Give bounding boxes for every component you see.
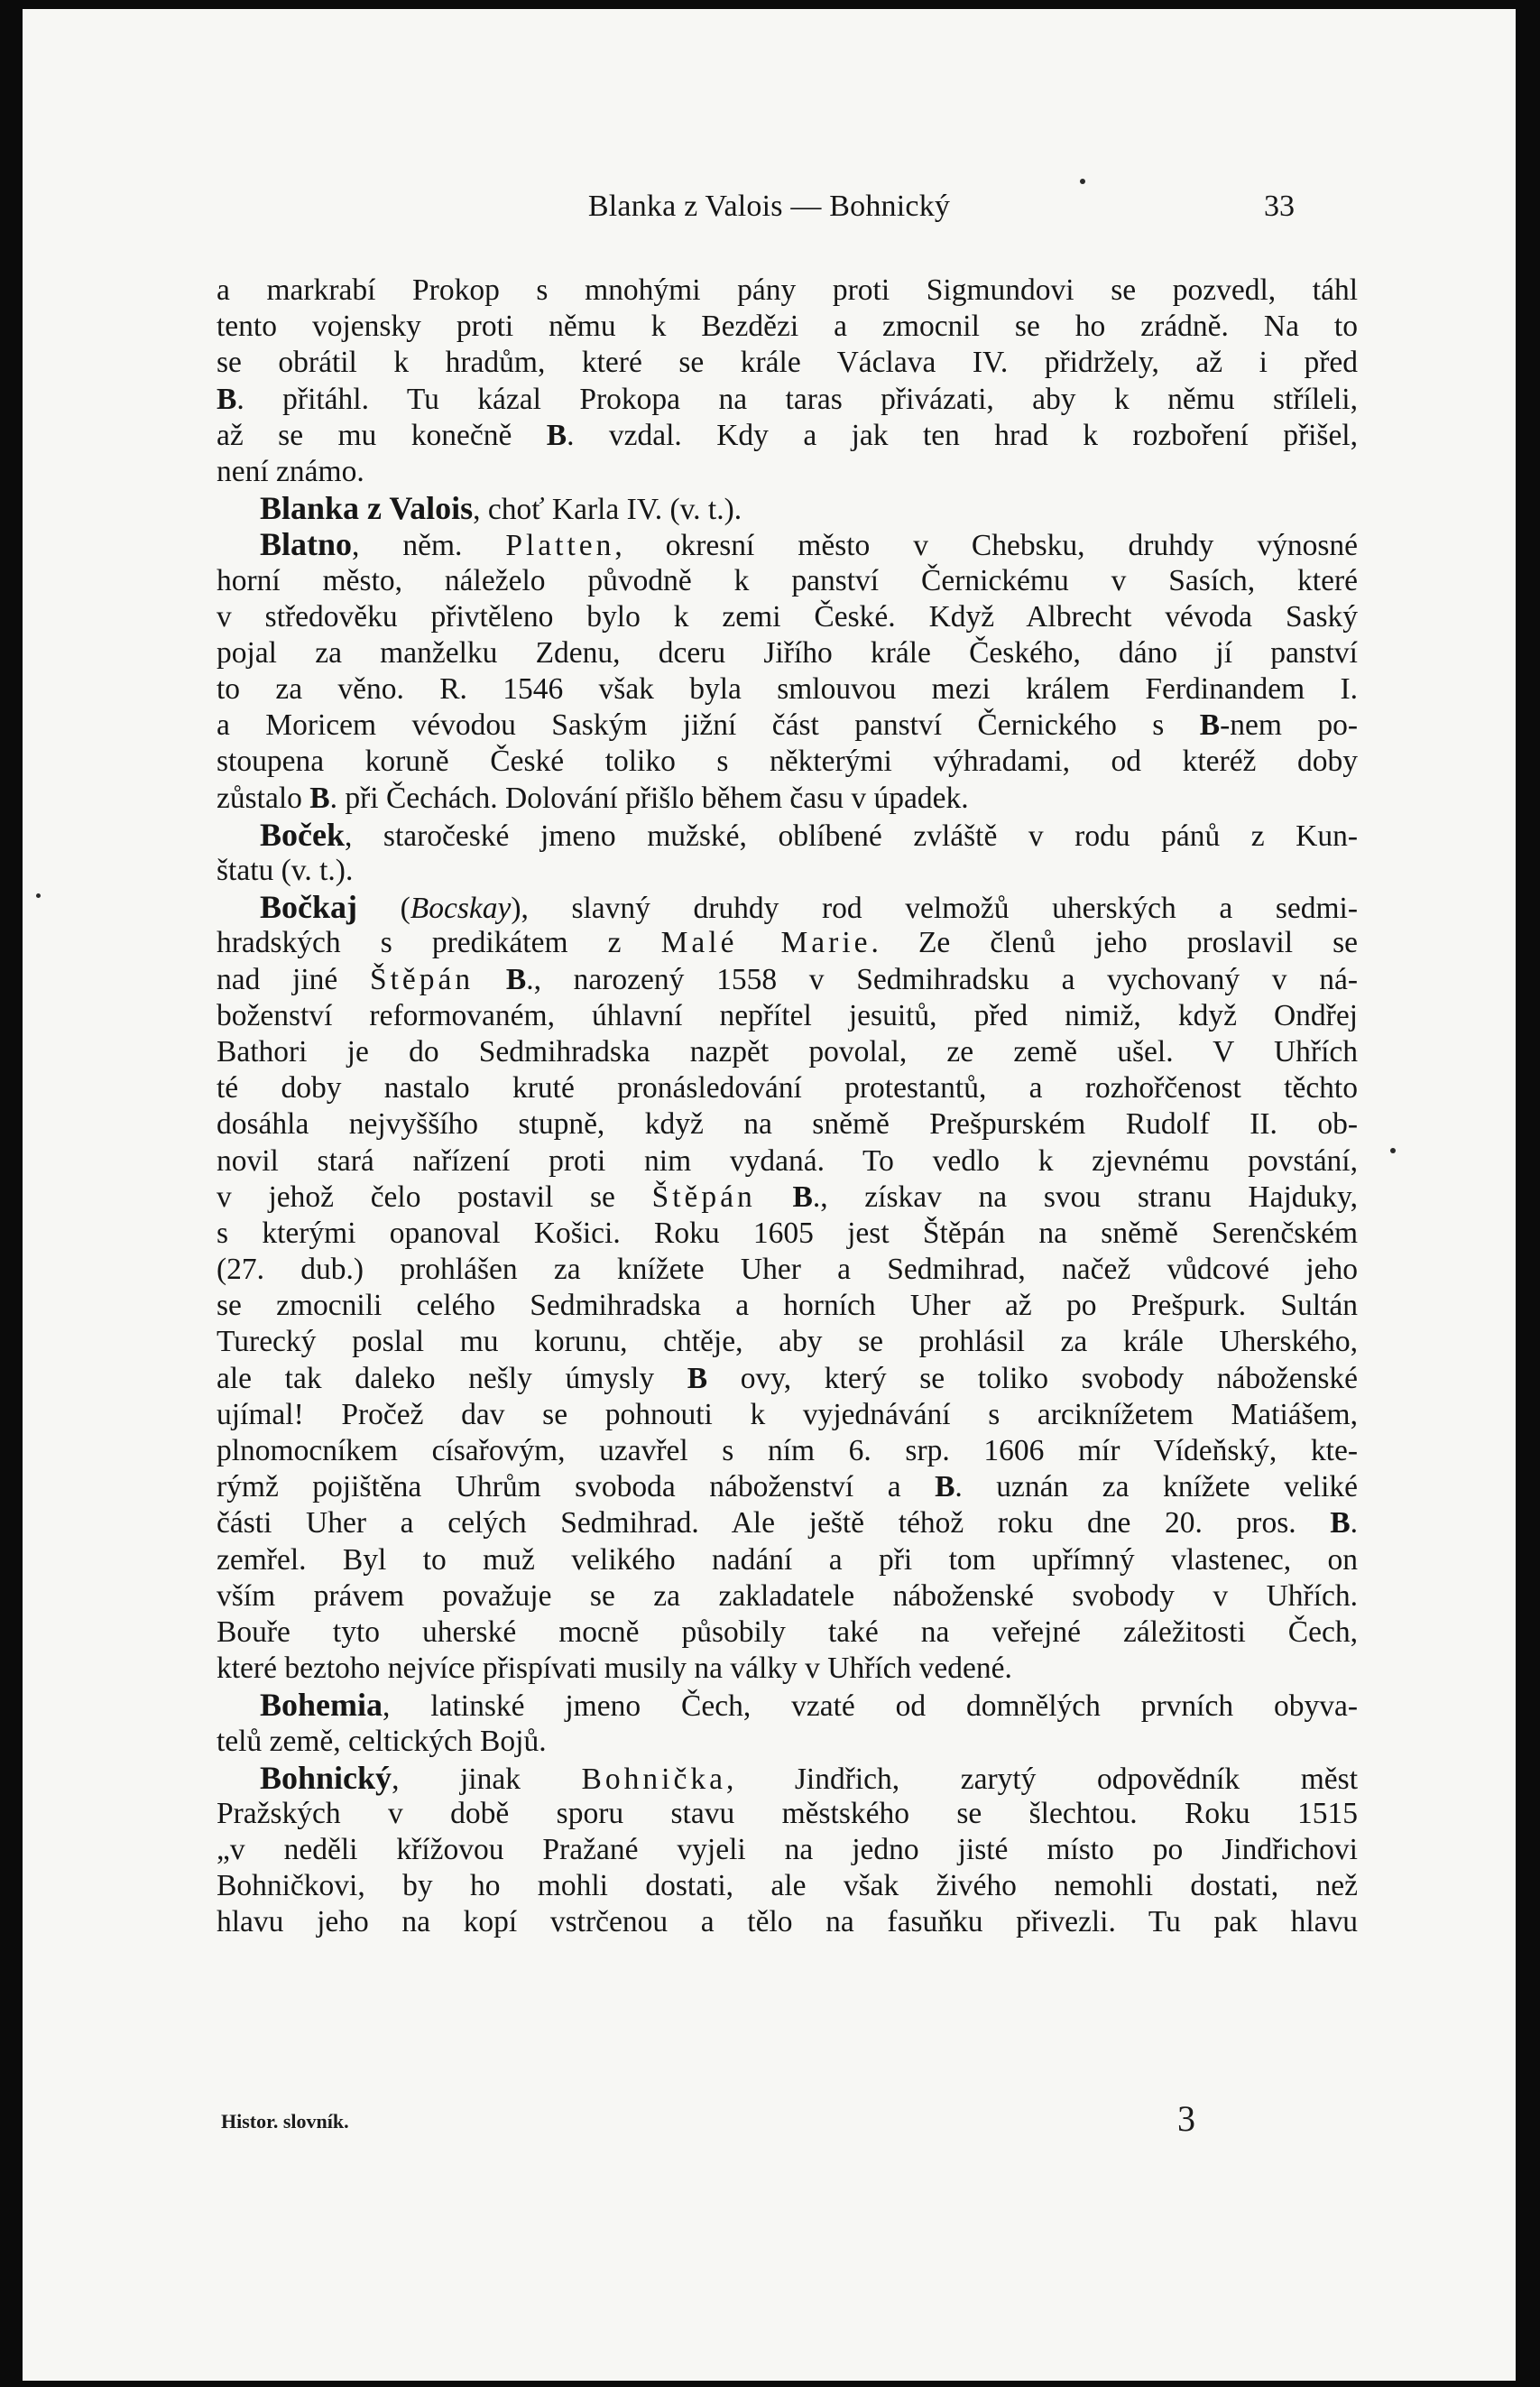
- running-title: Blanka z Valois — Bohnický: [587, 190, 951, 223]
- text-line: [217, 889, 1358, 925]
- entry-headword: Blatno: [260, 526, 353, 563]
- entry-headword: Boček: [260, 816, 345, 853]
- text-run: Platten: [505, 529, 615, 563]
- text-run: B: [935, 1470, 955, 1504]
- text-run: části Uher a celých Sedmihrad. Ale ještě téhož roku dne 20. pros.: [217, 1506, 1331, 1540]
- text-line: [217, 1832, 1358, 1868]
- text-run: nad jiné: [217, 962, 370, 996]
- text-line: [217, 1143, 1358, 1180]
- text-line: [217, 1397, 1358, 1433]
- text-line: [217, 1252, 1358, 1288]
- text-run: které beztoho nejvíce přispívati musily na války v Uhřích vedené.: [217, 1651, 1012, 1686]
- text-line: [217, 1433, 1358, 1469]
- page-footer: [221, 2098, 1213, 2146]
- text-run: B: [1330, 1506, 1351, 1540]
- text-line: [217, 1542, 1358, 1578]
- text-line: [217, 1578, 1358, 1614]
- text-run: v středověku přivtěleno bylo k zemi České. Když Albrecht vévoda Saský: [217, 599, 1358, 634]
- text-run: [756, 1180, 793, 1214]
- text-line: [217, 273, 1358, 309]
- scan-speck: [1080, 179, 1085, 184]
- text-run: vším právem považuje se za zakladatele náboženské svobody v Uhřích.: [217, 1578, 1358, 1613]
- text-line: [217, 1614, 1358, 1651]
- text-run: Bocskay: [410, 892, 512, 926]
- text-run: zůstalo: [217, 781, 310, 815]
- text-line: [217, 1106, 1358, 1143]
- text-run: „v neděli křížovou Pražané vyjeli na jedno jisté místo po Jindřichovi: [217, 1833, 1358, 1867]
- text-run: B: [309, 781, 330, 815]
- text-line: [217, 635, 1358, 671]
- text-run: se obrátil k hradům, které se krále Václava IV. přidržely, až i před: [217, 346, 1358, 380]
- text-line: [217, 962, 1358, 998]
- text-run: ale tak daleko nešly úmysly: [217, 1361, 687, 1395]
- text-run: horní město, náleželo původně k panství Černickému v Sasích, které: [217, 563, 1358, 597]
- text-line: [217, 1904, 1358, 1940]
- text-run: [474, 963, 506, 996]
- text-run: boženství reformovaném, úhlavní nepřítel jesuitů, před nimiž, když Ondřej: [217, 998, 1358, 1032]
- text-run: v jehož čelo postavil se: [217, 1180, 652, 1214]
- text-line: [217, 563, 1358, 599]
- text-run: není známo.: [217, 454, 364, 488]
- text-run: Bathori je do Sedmihradska nazpět povolal, ze země ušel. V Uhřích: [217, 1034, 1358, 1069]
- text-line: [217, 817, 1358, 853]
- text-run: té doby nastalo kruté pronásledování protestantů, a rozhořčenost těchto: [217, 1071, 1358, 1106]
- text-run: , staročeské jmeno mužské, oblíbené zvláště v rodu pánů z Kun-: [345, 819, 1358, 853]
- text-run: stoupena koruně České toliko s některými výhradami, od kteréž doby: [217, 745, 1358, 779]
- text-line: [217, 1324, 1358, 1360]
- page-header: [23, 190, 1516, 244]
- text-run: telů země, celtických Bojů.: [217, 1724, 547, 1758]
- text-run: , jinak: [392, 1762, 582, 1796]
- signature-mark: 3: [1177, 2098, 1195, 2139]
- text-run: . uznán za knížete veliké: [954, 1470, 1358, 1504]
- text-run: rýmž pojištěna Uhrům svoboda náboženství a: [217, 1470, 936, 1504]
- text-line: [217, 418, 1358, 454]
- text-run: dosáhla nejvyššího stupně, když na sněmě Prešpurském Rudolf II. ob-: [217, 1107, 1358, 1142]
- entry-headword: Bohnický: [260, 1759, 392, 1796]
- text-run: hlavu jeho na kopí vstrčenou a tělo na fasuňku přivezli. Tu pak hlavu: [217, 1905, 1358, 1939]
- text-run: , choť Karla IV. (v. t.).: [473, 493, 742, 527]
- text-run: , něm.: [352, 529, 506, 563]
- text-run: ., narozený 1558 v Sedmihradsku a vychovaný v ná-: [526, 962, 1358, 996]
- text-line: [217, 1469, 1358, 1505]
- text-line: [217, 309, 1358, 345]
- text-run: novil stará nařízení proti nim vydaná. To vedlo k zjevnému povstání,: [217, 1143, 1358, 1178]
- text-line: [217, 1070, 1358, 1106]
- text-line: [217, 1796, 1358, 1832]
- text-run: Pražských v době sporu stavu městského se šlechtou. Roku 1515: [217, 1796, 1358, 1830]
- text-line: [217, 744, 1358, 780]
- entry-headword: Blanka z Valois: [260, 490, 474, 527]
- text-line: [217, 382, 1358, 418]
- text-line: [217, 1180, 1358, 1216]
- text-run: Štěpán: [651, 1180, 756, 1214]
- text-line: [217, 1868, 1358, 1904]
- text-line: [217, 671, 1358, 708]
- text-run: -nem po-: [1220, 708, 1358, 743]
- text-run: .: [1350, 1506, 1358, 1540]
- text-run: B: [505, 962, 527, 996]
- text-run: s kterými opanoval Košici. Roku 1605 jest Štěpán na sněmě Serenčském: [217, 1216, 1358, 1250]
- text-run: ., získav na svou stranu Hajduky,: [812, 1180, 1358, 1214]
- text-run: ovy, který se toliko svobody náboženské: [707, 1361, 1358, 1395]
- entry-headword: Bohemia: [260, 1687, 383, 1724]
- text-run: štatu (v. t.).: [217, 854, 354, 887]
- text-run: B: [217, 382, 237, 416]
- text-run: Bohnička: [581, 1762, 726, 1796]
- footer-note: Histor. slovník.: [221, 2110, 349, 2133]
- text-run: zemřel. Byl to muž velikého nadání a při tom upřímný vlastenec, on: [217, 1542, 1358, 1577]
- text-run: , Jindřich, zarytý odpovědník měst: [725, 1762, 1358, 1796]
- text-run: pojal za manželku Zdenu, dceru Jiřího krále Českého, dáno jí panství: [217, 635, 1358, 670]
- text-run: Bouře tyto uherské mocně působily také na veřejné záležitosti Čech,: [217, 1614, 1358, 1649]
- text-line: [217, 925, 1358, 961]
- text-line: [217, 1288, 1358, 1324]
- text-line: [217, 526, 1358, 562]
- text-line: [217, 599, 1358, 635]
- text-line: [217, 1505, 1358, 1541]
- text-run: ujímal! Pročež dav se pohnouti k vyjednávání s arciknížetem Matiášem,: [217, 1397, 1358, 1431]
- text-run: B: [687, 1361, 708, 1395]
- text-run: . Ze členů jeho proslavil se: [871, 926, 1358, 960]
- scan-speck: [36, 893, 41, 898]
- text-run: Štěpán: [369, 962, 475, 996]
- text-run: B: [546, 418, 567, 452]
- text-line: [217, 1216, 1358, 1252]
- text-run: tento vojensky proti němu k Bezdězi a zmocnil se ho zrádně. Na to: [217, 310, 1358, 344]
- entry-headword: Bočkaj: [260, 889, 357, 926]
- text-run: až se mu konečně: [217, 418, 547, 452]
- text-run: ), slavný druhdy rod velmožů uherských a sedmi-: [511, 892, 1358, 926]
- text-line: [217, 1687, 1358, 1723]
- text-line: [217, 345, 1358, 381]
- text-line: [217, 1760, 1358, 1796]
- text-line: [217, 1361, 1358, 1397]
- scan-speck: [1390, 1148, 1396, 1153]
- text-run: se zmocnili celého Sedmihradska a horních Uher až po Prešpurk. Sultán: [217, 1289, 1358, 1323]
- page: [23, 9, 1516, 2381]
- text-run: Bohničkovi, by ho mohli dostati, ale však živého nemohli dostati, než: [217, 1869, 1358, 1903]
- text-line: [217, 853, 1358, 889]
- text-run: , okresní město v Chebsku, druhdy výnosné: [614, 529, 1358, 563]
- text-run: hradských s predikátem z: [217, 926, 661, 960]
- text-line: [217, 454, 1358, 490]
- page-number: 33: [1264, 190, 1295, 223]
- text-run: Malé Marie: [660, 926, 871, 960]
- text-line: [217, 1034, 1358, 1070]
- text-line: [217, 1724, 1358, 1760]
- text-run: . při Čechách. Dolování přišlo během času v úpadek.: [329, 781, 969, 815]
- text-run: . vzdal. Kdy a jak ten hrad k rozboření přišel,: [567, 418, 1358, 452]
- text-run: (27. dub.) prohlášen za knížete Uher a Sedmihrad, načež vůdcové jeho: [217, 1253, 1358, 1287]
- dictionary-text: [217, 273, 1358, 1941]
- text-line: [217, 781, 1358, 817]
- text-run: plnomocníkem císařovým, uzavřel s ním 6. srp. 1606 mír Vídeňský, kte-: [217, 1434, 1358, 1467]
- text-line: [217, 490, 1358, 526]
- text-run: Turecký poslal mu korunu, chtěje, aby se prohlásil za krále Uherského,: [217, 1325, 1358, 1359]
- text-run: B: [792, 1180, 813, 1214]
- text-line: [217, 1651, 1358, 1687]
- text-run: . přitáhl. Tu kázal Prokopa na taras přivázati, aby k němu stříleli,: [236, 382, 1358, 416]
- text-run: , latinské jmeno Čech, vzaté od domnělých prvních obyva-: [383, 1689, 1358, 1724]
- text-run: a Moricem vévodou Saským jižní část panství Černického s: [217, 708, 1200, 743]
- text-run: (: [357, 892, 410, 926]
- text-line: [217, 708, 1358, 744]
- text-line: [217, 998, 1358, 1034]
- text-run: to za věno. R. 1546 však byla smlouvou mezi králem Ferdinandem I.: [217, 672, 1358, 707]
- text-run: B: [1199, 708, 1221, 743]
- text-run: a markrabí Prokop s mnohými pány proti Sigmundovi se pozvedl, táhl: [217, 273, 1358, 307]
